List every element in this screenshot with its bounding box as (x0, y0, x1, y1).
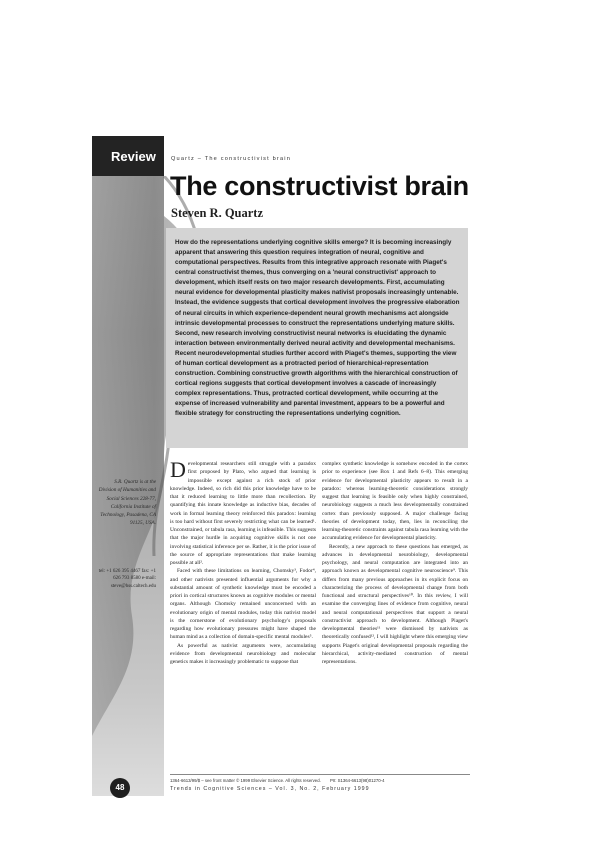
author-affiliation-note: S.R. Quartz is at the Division of Humanities and Social Sciences 228-77, California Institute of Technology, Pasadena, CA 91125, USA. (98, 479, 156, 527)
body-paragraph: Recently, a new approach to these questions has emerged, as advances in developmental neurobiology, developmental psychology, and neural computation are integrated into an approach known as developmental cognitive neuroscience⁹. This differs from many previous approaches in its explicit focus on characterizing the process of developmental change from both functional and structural perspectives¹⁰. In this review, I will examine the converging lines of evidence from cognitive, neural and neural computational perspectives that support a neural constructivist approach to development. Although Piaget's developmental theories¹¹ were dismissed by nativists as theoretically confused¹², I will highlight where this emerging view supports Piaget's original developmental proposals regarding the hierarchical, activity-mediated construction of mental representations. (322, 543, 469, 665)
page-number-badge: 48 (110, 778, 130, 798)
body-paragraph: As powerful as nativist arguments were, accumulating evidence from developmental neurobiology and molecular genetics makes it increasingly problematic to suppose that (170, 642, 316, 665)
footer-copyright: 1364-6613/99/$ – see front matter © 1999 Elsevier Science. All rights reserved. (170, 778, 321, 783)
footer-pii: PII: S1364-6613(98)01270-4 (330, 778, 385, 783)
section-tab (92, 136, 164, 176)
running-head: Quartz – The constructivist brain (171, 156, 292, 162)
footer-rule (170, 774, 470, 775)
body-paragraph-text: evelopmental researchers still struggle with a paradox first proposed by Plato, who argued that learning is impossible except against a rich stock of prior knowledge. Indeed, so rich did this prior knowledge have to be that it reduced learning to little more than recollection. By quantifying this innate knowledge as inductive bias, decades of work in formal learning theory reinforced this paradox: learning is too hard without first severely restricting what can be learned¹. Unconstrained, or tabula rasa, learning is infeasible. This suggests that the major hurdle in acquiring cognitive skills is not one involving statistical inference per se. Rather, it is the prior issue of the source of appropriate representations that make learning possible at all². (170, 461, 316, 566)
body-column-left (170, 457, 316, 666)
footer-copyright-line (170, 778, 470, 783)
abstract-text: How do the representations underlying cognitive skills emerge? It is becoming increasingly apparent that answering this question requires integration of neural, cognitive and computational perspectives. Results from this integrative approach resonate with Piaget's central constructivist themes, thus converging on a 'neural constructivist' approach to development, which itself rests on two major research developments. First, accumulating neural evidence for developmental plasticity makes nativist proposals increasingly untenable. Instead, the evidence suggests that cortical development involves the progressive elaboration of neural circuits in which experience-dependent neural growth mechanisms act alongside intrinsic developmental processes to construct the representations underlying mature skills. Second, new research involving constructivist neural networks is elucidating the dynamic interaction between environmentally derived neural activity and developmental mechanisms. Recent neurodevelopmental studies further accord with Piaget's themes, supporting the view of human cortical development as a protracted period of hierarchical-representation construction. Combining constructive growth algorithms with the hierarchical construction of cortical regions suggests that cortical development involves a cascade of increasingly complex representations. Thus, protracted cortical development, while occurring at the expense of increased vulnerability and parental investment, appears to be a powerful and flexible strategy for constructing the representations underlying cognition. (175, 239, 460, 418)
body-paragraph: Faced with these limitations on learning, Chomsky³, Fodor⁴, and other nativists presented influential arguments for why a substantial amount of synthetic knowledge must be encoded a priori in cortical structures known as cognitive modules or mental organs. Although Chomsky remained unconcerned with an evolutionary origin of mental modules, today this nativist model is the cornerstone of evolutionary psychology's proposals regarding how evolutionary pressures might have shaped the human mind as a collection of domain-specific mental modules⁵. (170, 568, 316, 641)
section-tab-label: Review (111, 149, 156, 164)
body-paragraph (170, 457, 316, 567)
body-column-right (322, 460, 468, 666)
drop-cap: D (170, 457, 186, 482)
abstract-box (166, 228, 468, 448)
footer-journal: Trends in Cognitive Sciences – Vol. 3, No. 2, February 1999 (170, 786, 370, 792)
body-paragraph: complex synthetic knowledge is somehow encoded in the cortex prior to experience (see Box 1 and Refs 6–8). This emerging evidence for developmental plasticity appears to result in a paradox: whereas learning-theoretic considerations strongly suggest that learning is feasible only when highly constrained, neurobiology suggests a much less developmentally constrained cortex than previously supposed. A major challenge facing theories of development today, then, lies in reconciling the learning-theoretic constraints against tabula rasa learning with the accumulating evidence for developmental plasticity. (322, 461, 468, 542)
article-author: Steven R. Quartz (171, 206, 263, 220)
article-title: The constructivist brain (170, 171, 469, 201)
author-contact: tel: +1 626 395 4467 fax: +1 626 793 8580 e-mail: steve@hss.caltech.edu (98, 569, 156, 589)
